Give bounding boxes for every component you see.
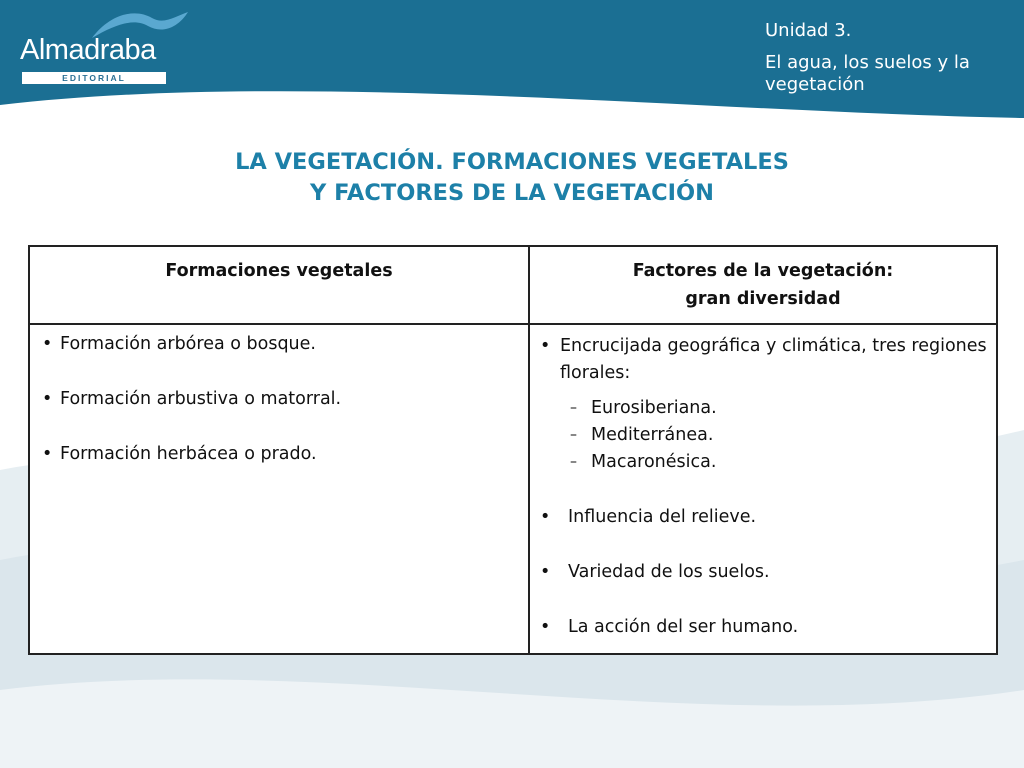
formacion-text: Formación arbórea o bosque. (60, 334, 316, 354)
bullet-icon: • (42, 444, 53, 464)
unit-heading (765, 20, 1015, 96)
bullet-icon: • (42, 389, 53, 409)
logo-subtitle: EDITORIAL (22, 72, 166, 84)
dash-icon: – (570, 454, 577, 470)
factores-cell (529, 324, 997, 654)
page-title-line-2: Y FACTORES DE LA VEGETACIÓN (310, 180, 714, 206)
formaciones-cell (29, 324, 529, 654)
bullet-icon: • (540, 562, 551, 582)
list-item (530, 504, 996, 531)
unit-name: El agua, los suelos y la vegetación (765, 52, 970, 95)
page-title-line-1: LA VEGETACIÓN. FORMACIONES VEGETALES (235, 149, 789, 175)
formacion-text: Formación arbustiva o matorral. (60, 389, 342, 409)
almadraba-logo[interactable] (20, 8, 170, 83)
bullet-icon: • (42, 334, 53, 354)
region-text: Macaronésica. (591, 452, 717, 472)
header-formaciones (29, 246, 529, 324)
logo-text: Almadraba (20, 34, 156, 66)
factor-text: Encrucijada geográfica y climática, tres regiones florales: (560, 336, 987, 383)
regiones-list (530, 395, 996, 476)
factor-text: La acción del ser humano. (568, 617, 799, 637)
factor-text: Influencia del relieve. (568, 507, 757, 527)
formacion-text: Formación herbácea o prado. (60, 444, 317, 464)
list-item (30, 333, 528, 388)
table-header-row (29, 246, 997, 324)
dash-icon: – (570, 400, 577, 416)
list-item (30, 388, 528, 443)
bullet-icon: • (540, 507, 551, 527)
region-text: Eurosiberiana. (591, 398, 717, 418)
bullet-icon: • (540, 336, 551, 356)
list-item (530, 559, 996, 586)
page-title (0, 147, 1024, 209)
list-item (530, 422, 996, 449)
unit-number: Unidad 3. (765, 20, 852, 41)
list-item (530, 333, 996, 387)
factor-text: Variedad de los suelos. (568, 562, 770, 582)
list-item (530, 449, 996, 476)
formaciones-list (30, 325, 528, 498)
table-body-row (29, 324, 997, 654)
list-item (530, 395, 996, 422)
list-item (530, 614, 996, 641)
list-item (30, 443, 528, 498)
dash-icon: – (570, 427, 577, 443)
header-formaciones-label: Formaciones vegetales (165, 261, 393, 281)
bullet-icon: • (540, 617, 551, 637)
header-factores-line-1: Factores de la vegetación: (632, 261, 894, 281)
header-factores-line-2: gran diversidad (685, 289, 841, 309)
factores-list (530, 325, 996, 641)
header-factores (529, 246, 997, 324)
vegetation-table (28, 245, 998, 655)
region-text: Mediterránea. (591, 425, 714, 445)
